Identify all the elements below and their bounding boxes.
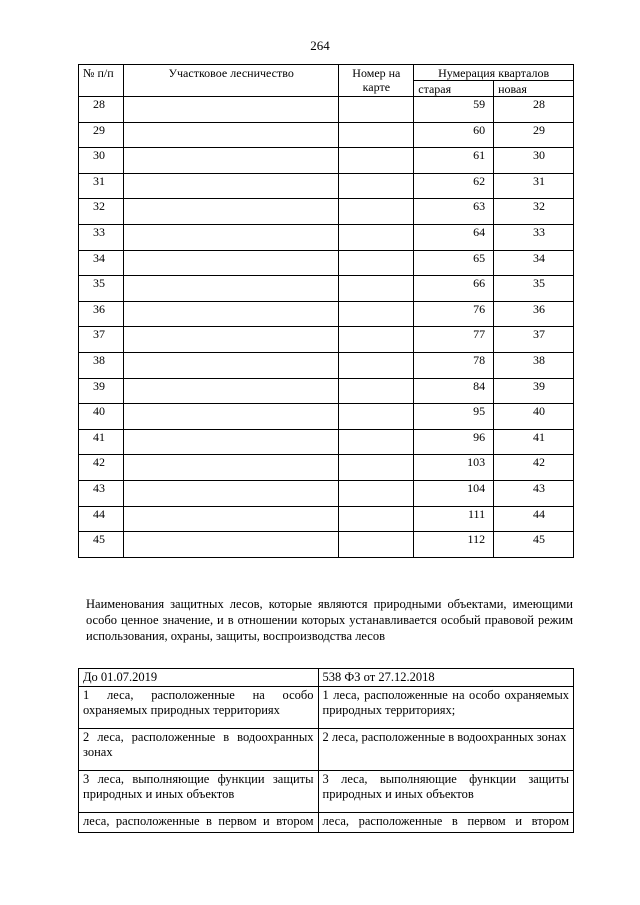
table-row <box>79 122 574 148</box>
cell-map <box>339 276 414 302</box>
cell-old: 104 <box>414 480 494 506</box>
cell-num: 39 <box>79 378 124 404</box>
cell-map <box>339 429 414 455</box>
cell-law: 1 леса, расположенные на особо охраняемых природных территориях; <box>318 687 573 729</box>
cell-map <box>339 122 414 148</box>
cell-map <box>339 352 414 378</box>
cell-num: 44 <box>79 506 124 532</box>
cell-old: 66 <box>414 276 494 302</box>
cell-num: 34 <box>79 250 124 276</box>
cell-new: 40 <box>494 404 574 430</box>
cell-map <box>339 327 414 353</box>
cell-forestry <box>123 480 338 506</box>
cell-forestry <box>123 97 338 123</box>
cell-map <box>339 378 414 404</box>
cell-new: 38 <box>494 352 574 378</box>
page-number: 264 <box>310 38 330 53</box>
cell-new: 28 <box>494 97 574 123</box>
cell-num: 37 <box>79 327 124 353</box>
table-row <box>79 224 574 250</box>
cell-old: 60 <box>414 122 494 148</box>
cell-map <box>339 199 414 225</box>
cell-new: 36 <box>494 301 574 327</box>
header-law: 538 ФЗ от 27.12.2018 <box>318 669 573 687</box>
cell-map <box>339 480 414 506</box>
cell-old: 63 <box>414 199 494 225</box>
table-row <box>79 480 574 506</box>
cell-old: 111 <box>414 506 494 532</box>
table-row <box>79 97 574 123</box>
cell-new: 41 <box>494 429 574 455</box>
cell-old: 59 <box>414 97 494 123</box>
cell-new: 33 <box>494 224 574 250</box>
cell-num: 42 <box>79 455 124 481</box>
cell-old: 64 <box>414 224 494 250</box>
cell-num: 29 <box>79 122 124 148</box>
table-row <box>79 506 574 532</box>
table-row <box>79 276 574 302</box>
cell-old: 112 <box>414 532 494 558</box>
forests-comparison-table <box>78 668 574 833</box>
cell-new: 34 <box>494 250 574 276</box>
cell-old: 103 <box>414 455 494 481</box>
header-old: старая <box>414 81 494 97</box>
cell-num: 28 <box>79 97 124 123</box>
cell-forestry <box>123 378 338 404</box>
cell-forestry <box>123 301 338 327</box>
cell-new: 43 <box>494 480 574 506</box>
table-row <box>79 771 574 813</box>
cell-new: 39 <box>494 378 574 404</box>
table-row <box>79 327 574 353</box>
table-row <box>79 455 574 481</box>
cell-forestry <box>123 250 338 276</box>
cell-before: 1 леса, расположенные на особо охраняемых природных территориях <box>79 687 319 729</box>
cell-new: 31 <box>494 173 574 199</box>
cell-forestry <box>123 122 338 148</box>
cell-num: 35 <box>79 276 124 302</box>
cell-map <box>339 173 414 199</box>
paragraph-text: Наименования защитных лесов, которые являются природными объектами, имеющими особо ценное значение, и в отношении которых устанавливается особый правовой режим использования, охраны, защиты, воспроизводства лесов <box>86 597 573 643</box>
cell-before: 2 леса, расположенные в водоохранных зонах <box>79 729 319 771</box>
cell-new: 29 <box>494 122 574 148</box>
table-row <box>79 199 574 225</box>
cell-new: 42 <box>494 455 574 481</box>
cell-num: 45 <box>79 532 124 558</box>
cell-forestry <box>123 173 338 199</box>
cell-new: 35 <box>494 276 574 302</box>
cell-law: леса, расположенные в первом и втором <box>318 813 573 833</box>
cell-forestry <box>123 276 338 302</box>
cell-map <box>339 301 414 327</box>
cell-before: леса, расположенные в первом и втором <box>79 813 319 833</box>
header-new: новая <box>494 81 574 97</box>
cell-old: 77 <box>414 327 494 353</box>
cell-map <box>339 506 414 532</box>
cell-num: 40 <box>79 404 124 430</box>
cell-forestry <box>123 429 338 455</box>
table-row <box>79 173 574 199</box>
table-row <box>79 250 574 276</box>
cell-old: 76 <box>414 301 494 327</box>
cell-map <box>339 224 414 250</box>
cell-before: 3 леса, выполняющие функции защиты природных и иных объектов <box>79 771 319 813</box>
quarters-table <box>78 64 574 558</box>
header-numbering: Нумерация кварталов <box>414 65 574 81</box>
cell-num: 38 <box>79 352 124 378</box>
cell-forestry <box>123 404 338 430</box>
cell-old: 65 <box>414 250 494 276</box>
table-row <box>79 429 574 455</box>
cell-num: 36 <box>79 301 124 327</box>
cell-num: 30 <box>79 148 124 174</box>
table-row <box>79 352 574 378</box>
cell-map <box>339 97 414 123</box>
header-num: № п/п <box>79 65 124 97</box>
cell-forestry <box>123 455 338 481</box>
cell-forestry <box>123 199 338 225</box>
cell-map <box>339 455 414 481</box>
cell-map <box>339 148 414 174</box>
cell-forestry <box>123 148 338 174</box>
table-row <box>79 148 574 174</box>
cell-forestry <box>123 327 338 353</box>
header-map: Номер на карте <box>339 65 414 97</box>
cell-forestry <box>123 352 338 378</box>
cell-map <box>339 532 414 558</box>
cell-old: 96 <box>414 429 494 455</box>
header-forestry: Участковое лесничество <box>123 65 338 97</box>
table-row <box>79 687 574 729</box>
cell-old: 62 <box>414 173 494 199</box>
table-row <box>79 813 574 833</box>
cell-num: 43 <box>79 480 124 506</box>
cell-old: 84 <box>414 378 494 404</box>
cell-forestry <box>123 532 338 558</box>
cell-num: 33 <box>79 224 124 250</box>
cell-new: 44 <box>494 506 574 532</box>
cell-new: 30 <box>494 148 574 174</box>
table-row <box>79 378 574 404</box>
cell-law: 3 леса, выполняющие функции защиты природных и иных объектов <box>318 771 573 813</box>
cell-new: 37 <box>494 327 574 353</box>
cell-map <box>339 250 414 276</box>
cell-forestry <box>123 506 338 532</box>
cell-old: 95 <box>414 404 494 430</box>
cell-new: 32 <box>494 199 574 225</box>
header-before: До 01.07.2019 <box>79 669 319 687</box>
cell-new: 45 <box>494 532 574 558</box>
cell-num: 32 <box>79 199 124 225</box>
table-row <box>79 404 574 430</box>
cell-num: 31 <box>79 173 124 199</box>
cell-old: 61 <box>414 148 494 174</box>
table-row <box>79 532 574 558</box>
cell-map <box>339 404 414 430</box>
table-row <box>79 729 574 771</box>
cell-law: 2 леса, расположенные в водоохранных зонах <box>318 729 573 771</box>
table-row <box>79 301 574 327</box>
cell-forestry <box>123 224 338 250</box>
cell-old: 78 <box>414 352 494 378</box>
cell-num: 41 <box>79 429 124 455</box>
